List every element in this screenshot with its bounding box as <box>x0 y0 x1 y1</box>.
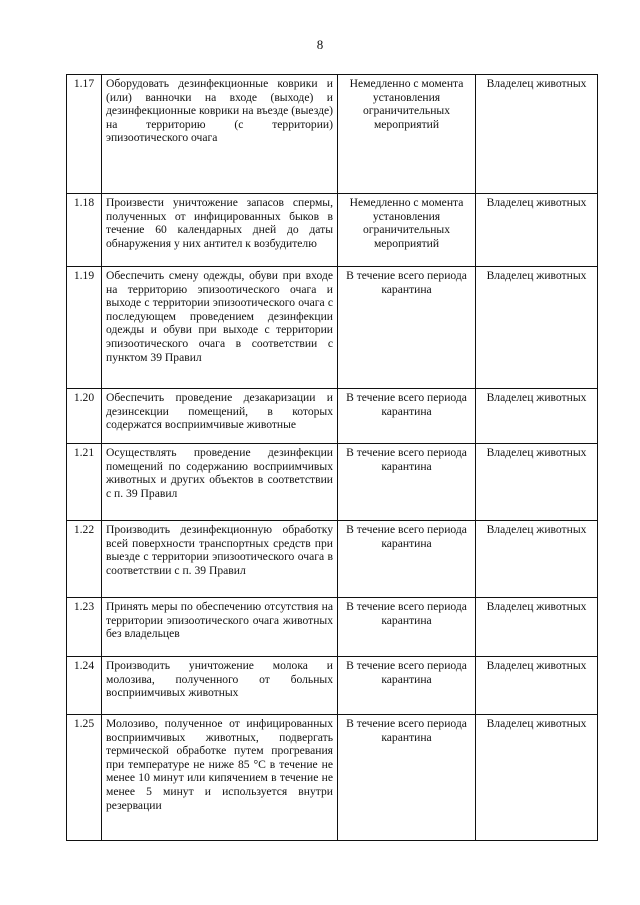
row-term: В течение всего периода карантина <box>338 444 476 521</box>
row-number: 1.21 <box>67 444 102 521</box>
row-number: 1.18 <box>67 194 102 267</box>
row-action: Производить дезинфекционную обработку всей поверхности транспортных средств при выезде с территории эпизоотического очага в соответствии с п. 39 Правил <box>102 521 338 598</box>
row-action: Принять меры по обеспечению отсутствия на территории эпизоотического очага животных без владельцев <box>102 598 338 657</box>
row-term: Немедленно с момента установления ограничительных мероприятий <box>338 75 476 194</box>
table-row <box>67 267 598 389</box>
row-number: 1.20 <box>67 389 102 444</box>
measures-table <box>66 74 598 841</box>
table-row <box>67 521 598 598</box>
row-responsible: Владелец животных <box>476 75 598 194</box>
row-number: 1.22 <box>67 521 102 598</box>
row-number: 1.24 <box>67 657 102 715</box>
row-action: Обеспечить смену одежды, обуви при входе на территорию эпизоотического очага и выходе с территории эпизоотического очага с последующем проведением дезинфекции одежды и обуви при выходе с территории эпизоотического очага в соответствии с пунктом 39 Правил <box>102 267 338 389</box>
row-action: Обеспечить проведение дезакаризации и дезинсекции помещений, в которых содержатся восприимчивые животные <box>102 389 338 444</box>
row-action: Производить уничтожение молока и молозива, полученного от больных восприимчивых животных <box>102 657 338 715</box>
row-term: В течение всего периода карантина <box>338 267 476 389</box>
row-term: Немедленно с момента установления ограничительных мероприятий <box>338 194 476 267</box>
row-number: 1.25 <box>67 715 102 841</box>
row-responsible: Владелец животных <box>476 715 598 841</box>
row-responsible: Владелец животных <box>476 267 598 389</box>
table-row <box>67 75 598 194</box>
table-row <box>67 444 598 521</box>
table-row <box>67 598 598 657</box>
row-responsible: Владелец животных <box>476 194 598 267</box>
row-action: Произвести уничтожение запасов спермы, полученных от инфицированных быков в течение 60 календарных дней до даты обнаружения у них антител к возбудителю <box>102 194 338 267</box>
row-responsible: Владелец животных <box>476 598 598 657</box>
row-action: Осуществлять проведение дезинфекции помещений по содержанию восприимчивых животных и других объектов в соответствии с п. 39 Правил <box>102 444 338 521</box>
table-row <box>67 715 598 841</box>
row-term: В течение всего периода карантина <box>338 715 476 841</box>
row-term: В течение всего периода карантина <box>338 657 476 715</box>
table-row <box>67 389 598 444</box>
table-row <box>67 657 598 715</box>
page-number: 8 <box>316 37 324 52</box>
row-responsible: Владелец животных <box>476 444 598 521</box>
row-action: Оборудовать дезинфекционные коврики и (или) ванночки на входе (выходе) и дезинфекционные коврики на въезде (выезде) на территорию (с территории) эпизоотического очага <box>102 75 338 194</box>
row-term: В течение всего периода карантина <box>338 598 476 657</box>
row-action: Молозиво, полученное от инфицированных восприимчивых животных, подвергать термической обработке путем прогревания при температуре не ниже 85 °С в течение не менее 10 минут или кипячением в течение не менее 5 минут и используется внутри резервации <box>102 715 338 841</box>
row-term: В течение всего периода карантина <box>338 521 476 598</box>
table-row <box>67 194 598 267</box>
row-number: 1.17 <box>67 75 102 194</box>
row-term: В течение всего периода карантина <box>338 389 476 444</box>
row-responsible: Владелец животных <box>476 389 598 444</box>
row-responsible: Владелец животных <box>476 657 598 715</box>
row-number: 1.23 <box>67 598 102 657</box>
row-number: 1.19 <box>67 267 102 389</box>
row-responsible: Владелец животных <box>476 521 598 598</box>
